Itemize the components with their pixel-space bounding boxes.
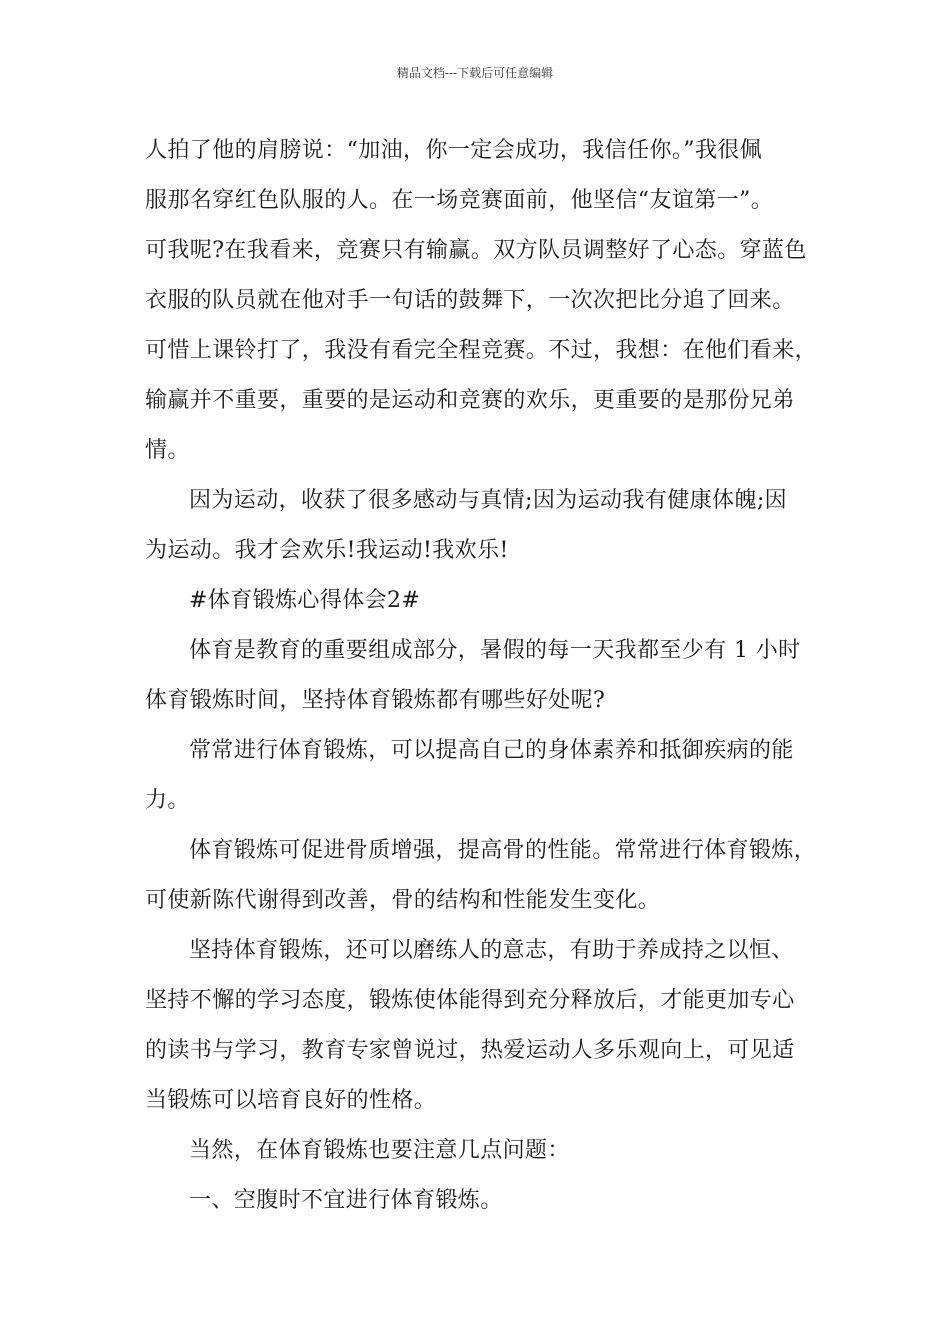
text-line: 的读书与学习，教育专家曾说过，热爱运动人多乐观向上，可见适 [145, 1038, 795, 1063]
text-line: 输赢并不重要，重要的是运动和竞赛的欢乐，更重要的是那份兄弟 [145, 388, 795, 413]
text-line: 坚持不懈的学习态度，锻炼使体能得到充分释放后，才能更加专心 [145, 988, 795, 1013]
text-line: 衣服的队员就在他对手一句话的鼓舞下，一次次把比分追了回来。 [145, 288, 795, 313]
text-line: 为运动。我才会欢乐!我运动!我欢乐! [145, 538, 509, 563]
text-line: 可惜上课铃打了，我没有看完全程竞赛。不过，我想：在他们看来， [145, 338, 818, 363]
paragraph-first-line: 常常进行体育锻炼，可以提高自己的身体素养和抵御疾病的能 [189, 738, 794, 763]
text-line: 情。 [145, 438, 190, 463]
text-line: 体育锻炼时间，坚持体育锻炼都有哪些好处呢? [145, 688, 606, 713]
text-line: 服那名穿红色队服的人。在一场竞赛面前，他坚信“友谊第一”。 [145, 188, 774, 213]
paragraph-first-line: 体育是教育的重要组成部分，暑假的每一天我都至少有 1 小时 [189, 638, 801, 663]
paragraph-first-line: 一、空腹时不宜进行体育锻炼。 [189, 1188, 503, 1213]
text-line: 可我呢?在我看来，竞赛只有输赢。双方队员调整好了心态。穿蓝色 [145, 238, 807, 263]
text-line: 人拍了他的肩膀说：“加油，你一定会成功，我信任你。”我很佩 [145, 138, 763, 163]
paragraph-first-line: 因为运动，收获了很多感动与真情;因为运动我有健康体魄;因 [189, 488, 788, 513]
page-header: 精品文档---下载后可任意编辑 [396, 66, 554, 80]
section-heading: #体育锻炼心得体会2# [189, 588, 421, 613]
paragraph-first-line: 坚持体育锻炼，还可以磨练人的意志，有助于养成持之以恒、 [189, 938, 794, 963]
text-line: 力。 [145, 788, 190, 813]
paragraph-first-line: 体育锻炼可促进骨质增强，提高骨的性能。常常进行体育锻炼， [189, 838, 817, 863]
text-line: 可使新陈代谢得到改善，骨的结构和性能发生变化。 [145, 888, 661, 913]
text-line: 当锻炼可以培育良好的性格。 [145, 1088, 437, 1113]
paragraph-first-line: 当然，在体育锻炼也要注意几点问题： [189, 1138, 570, 1163]
